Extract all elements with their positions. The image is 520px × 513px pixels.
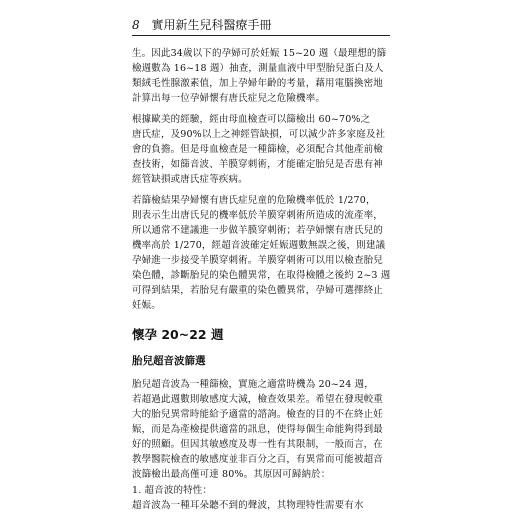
text-line: 胎兒超音波為一種篩檢，實施之適當時機為 20~24 週， <box>132 379 374 390</box>
text-line: 妊娠。 <box>132 300 161 311</box>
paragraph-fetal-ultrasound <box>132 377 390 482</box>
page-number: 8 <box>132 18 140 32</box>
text-line: 唐氏症，及90%以上之神經管缺損，可以減少許多家庭及社 <box>132 129 386 140</box>
text-line: 教學醫院檢查的敏感度並非百分之百，有異常而可能被超音 <box>132 454 383 465</box>
sub-heading: 胎兒超音波篩選 <box>132 355 206 367</box>
text-line: 則表示生出唐氏兒的機率低於羊膜穿刺術所造成的流產率， <box>132 210 383 221</box>
header-divider <box>132 35 390 36</box>
text-line: 若超過此週數則敏感度大減，檢查效果差。希望在發現較重 <box>132 394 383 405</box>
section-heading: 懷孕 20~22 週 <box>132 327 224 342</box>
text-line: 波篩檢出最高僅可達 80%。其原因可歸納於： <box>132 469 331 480</box>
list-item: 1. 超音波的特性： <box>132 485 213 496</box>
text-line: 類絨毛性腺激素值，加上孕婦年齡的考量，藉用電腦換密地 <box>132 78 383 89</box>
text-line: 生。因此34歲以下的孕婦可於妊娠 15~20 週（最理想的篩 <box>132 48 387 59</box>
running-header <box>132 16 382 34</box>
text-line: 大的胎兒異常時能給予適當的諮詢。檢查的目的不在終止妊 <box>132 409 383 420</box>
text-line: 根據歐美的經驗，經由母血檢查可以篩檢出 60~70%之 <box>132 114 371 125</box>
book-title: 實用新生兒科醫療手冊 <box>151 18 272 32</box>
paragraph-maternal-serum-screening <box>132 46 390 106</box>
text-line: 可得到結果，若胎兒有嚴重的染色體異常，孕婦可選擇終止 <box>132 285 383 296</box>
text-line: 娠，而是為產檢提供適當的訊息，使得每個生命能夠得到最 <box>132 424 383 435</box>
page-body <box>132 46 390 513</box>
text-line: 會的負擔。但是母血檢查是一種篩檢，必須配合其他產前檢 <box>132 144 383 155</box>
text-line: 計算出每一位孕婦懷有唐氏症兒之危險機率。 <box>132 93 326 104</box>
text-line: 染色體，診斷胎兒的染色體異常，在取得檢體之後約 2~3 週 <box>132 270 390 281</box>
text-line: 經管缺損或唐氏症等疾病。 <box>132 174 248 185</box>
text-line: 所以通常不建議進一步做羊膜穿刺術；若孕婦懷有唐氏兒的 <box>132 225 383 236</box>
paragraph-screening-results <box>132 193 390 313</box>
text-line: 機率高於 1/270，經超音波確定妊娠週數無誤之後，則建議 <box>132 240 386 251</box>
text-line: 孕婦進一步接受羊膜穿刺術。羊膜穿刺術可以用以檢查胎兒 <box>132 255 383 266</box>
text-line: 超音波為一種耳朵聽不到的聲波，其物理特性需要有水 <box>132 500 364 511</box>
text-line: 若篩檢結果孕婦懷有唐氏症兒童的危險機率低於 1/270， <box>132 195 376 206</box>
text-line: 查技術，如篩音波、羊膜穿刺術，才能確定胎兒是否患有神 <box>132 159 383 170</box>
text-line: 檢週數為 16~18 週）抽查，測量血液中甲型胎兒蛋白及人 <box>132 63 384 74</box>
text-line: 好的照顧。但因其敏感度及專一性有其限制，一般而言，在 <box>132 439 383 450</box>
paragraph-screening-experience <box>132 112 390 187</box>
